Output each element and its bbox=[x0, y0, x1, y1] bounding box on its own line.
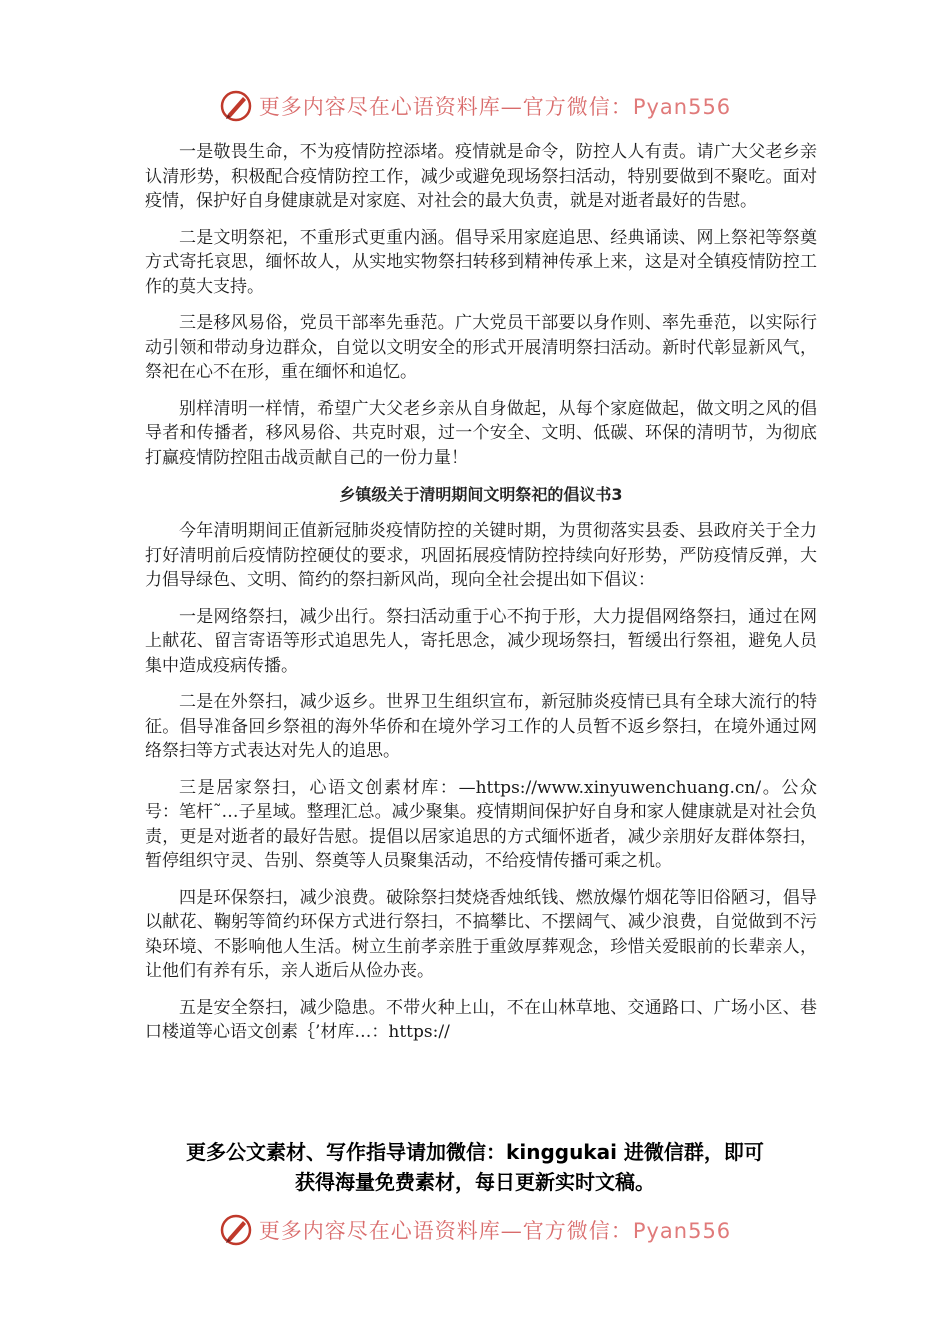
paragraph: 一是网络祭扫，减少出行。祭扫活动重于心不拘于形，大力提倡网络祭扫，通过在网上献花、留言寄语等形式追思先人，寄托思念，减少现场祭扫，暂缓出行祭祖，避免人员集中造成疫病传播。 bbox=[145, 606, 817, 676]
paragraph: 今年清明期间正值新冠肺炎疫情防控的关键时期，为贯彻落实县委、县政府关于全力打好清明前后疫情防控硬仗的要求，巩固拓展疫情防控持续向好形势，严防疫情反弹，大力倡导绿色、文明、简约的祭扫新风尚，现向全社会提出如下倡议： bbox=[145, 521, 817, 590]
paragraph: 三是移风易俗，党员干部率先垂范。广大党员干部要以身作则、率先垂范，以实际行动引领和带动身边群众，自觉以文明安全的形式开展清明祭扫活动。新时代彰显新风气，祭祀在心不在形，重在缅怀和追忆。 bbox=[145, 313, 817, 382]
header-watermark-cn: 更多内容尽在心语资料库—官方微信： bbox=[258, 95, 633, 119]
footer-watermark-cn: 更多内容尽在心语资料库—官方微信： bbox=[258, 1219, 633, 1243]
section-heading: 乡镇级关于清明期间文明祭祀的倡议书3 bbox=[339, 485, 623, 504]
document-body bbox=[145, 140, 817, 1045]
footer-watermark-text bbox=[259, 1215, 731, 1245]
paragraph: 四是环保祭扫，减少浪费。破除祭扫焚烧香烛纸钱、燃放爆竹烟花等旧俗陋习，倡导以献花、鞠躬等简约环保方式进行祭扫，不搞攀比、不摆阔气、减少浪费，自觉做到不污染环境、不影响他人生活。树立生前孝亲胜于重敛厚葬观念，珍惜关爱眼前的长辈亲人，让他们有养有乐，亲人逝后从俭办丧。 bbox=[145, 887, 817, 981]
pen-logo-icon bbox=[219, 1213, 253, 1247]
paragraph: 二是文明祭祀，不重形式更重内涵。倡导采用家庭追思、经典诵读、网上祭祀等祭奠方式寄托哀思，缅怀故人，从实地实物祭扫转移到精神传承上来，这是对全镇疫情防控工作的莫大支持。 bbox=[145, 227, 817, 297]
header-watermark-text bbox=[259, 91, 731, 121]
footer-watermark-id: Pyan556 bbox=[632, 1219, 732, 1243]
paragraph: 二是在外祭扫，减少返乡。世界卫生组织宣布，新冠肺炎疫情已具有全球大流行的特征。倡导准备回乡祭祖的海外华侨和在境外学习工作的人员暂不返乡祭扫，在境外通过网络祭扫等方式表达对先人的追思。 bbox=[145, 692, 817, 761]
paragraph: 别样清明一样情，希望广大父老乡亲从自身做起，从每个家庭做起，做文明之风的倡导者和传播者，移风易俗、共克时艰，过一个安全、文明、低碳、环保的清明节，为彻底打赢疫情防控阻击战贡献自己的一份力量！ bbox=[145, 398, 817, 468]
header-watermark-banner bbox=[0, 86, 950, 126]
promo-line-2: 获得海量免费素材，每日更新实时文稿。 bbox=[295, 1170, 655, 1194]
paragraph: 一是敬畏生命，不为疫情防控添堵。疫情就是命令，防控人人有责。请广大父老乡亲认清形势，积极配合疫情防控工作，减少或避免现场祭扫活动，特别要做到不聚吃。面对疫情，保护好自身健康就是对家庭、对社会的最大负责，就是对逝者最好的告慰。 bbox=[145, 142, 817, 211]
paragraph-truncated: 五是安全祭扫，减少隐患。不带火种上山，不在山林草地、交通路口、广场小区、巷口楼道等心语文创素｛’材库…：https:// bbox=[145, 997, 817, 1042]
header-watermark-id: Pyan556 bbox=[632, 95, 732, 119]
paragraph: 三是居家祭扫，心语文创素材库：—https://www.xinyuwenchuang.cn/。公众号：笔杆˜…子星域。整理汇总。减少聚集。疫情期间保护好自身和家人健康就是对社会负责，更是对逝者的最好告慰。提倡以居家追思的方式缅怀逝者，减少亲朋好友群体祭扫，暂停组织守灵、告别、祭奠等人员聚集活动，不给疫情传播可乘之机。 bbox=[145, 777, 817, 871]
promo-notice bbox=[0, 1137, 950, 1197]
footer-watermark-banner bbox=[0, 1210, 950, 1250]
pen-logo-icon bbox=[219, 89, 253, 123]
promo-line-1: 更多公文素材、写作指导请加微信：kinggukai 进微信群，即可 bbox=[186, 1140, 764, 1164]
